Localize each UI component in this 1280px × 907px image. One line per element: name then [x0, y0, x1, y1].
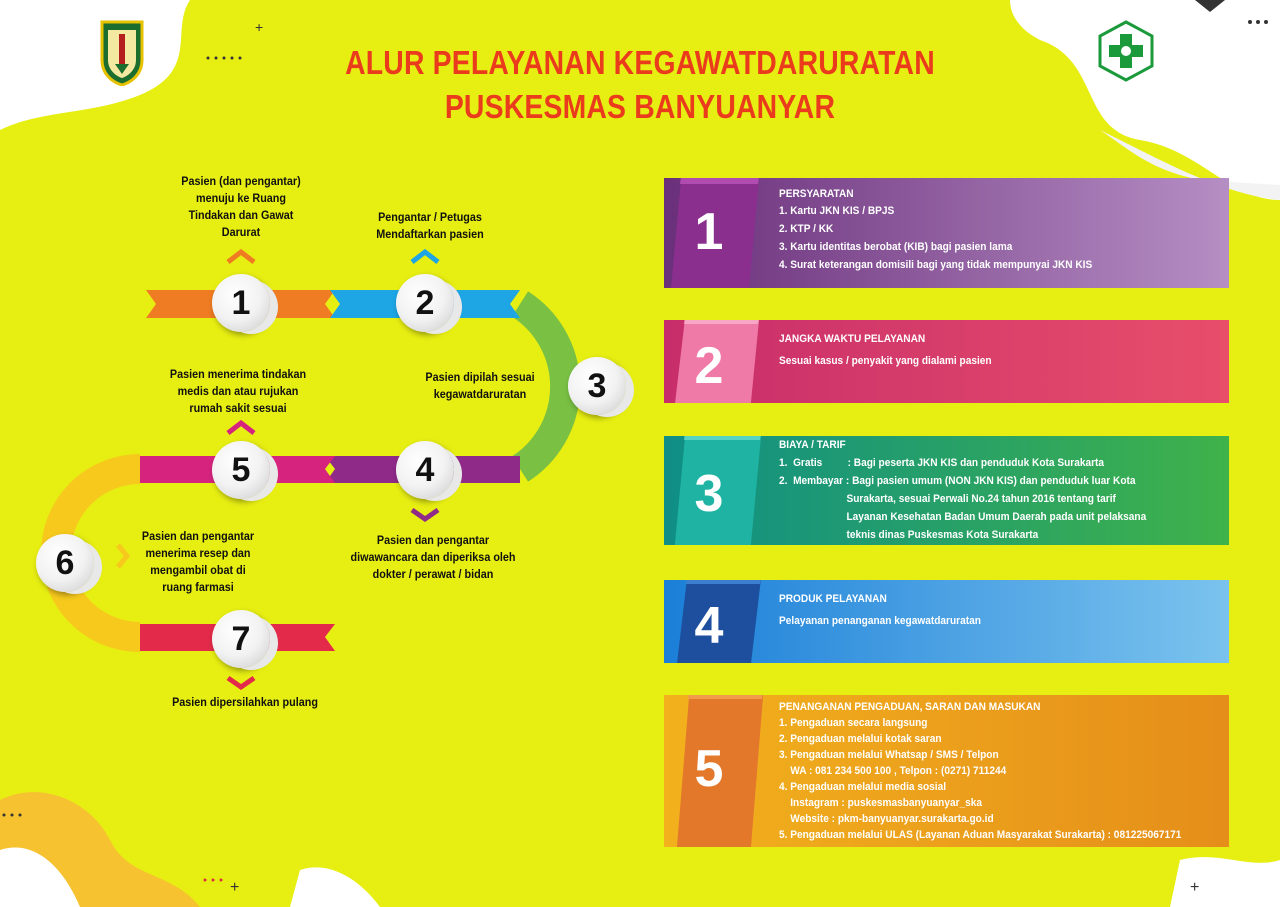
card-3-line: teknis dinas Puskesmas Kota Surakarta	[779, 529, 1039, 541]
card-5-number: 5	[694, 740, 724, 798]
up-chevron-icon	[228, 423, 254, 433]
card-2-title: JANGKA WAKTU PELAYANAN	[779, 333, 926, 345]
down-chevron-icon	[412, 510, 438, 519]
flow-step-2-label: Pengantar / Petugas Mendaftarkan pasien	[376, 210, 484, 241]
up-chevron-icon	[412, 252, 438, 262]
card-5-line: 2. Pengaduan melalui kotak saran	[779, 733, 942, 745]
card-5-line: WA : 081 234 500 100 , Telpon : (0271) 711244	[779, 765, 1007, 777]
flow-step-6-marker: 6	[36, 534, 94, 592]
flow-step-5-marker: 5	[212, 441, 270, 499]
flow-step-7-marker: 7	[212, 610, 270, 668]
card-5-line: 3. Pengaduan melalui Whatsap / SMS / Telpon	[779, 749, 999, 761]
card-5-line: 1. Pengaduan secara langsung	[779, 717, 928, 729]
card-3-line: 1. Gratis : Bagi peserta JKN KIS dan penduduk Kota Surakarta	[779, 457, 1105, 469]
flow-step-4-marker: 4	[396, 441, 454, 499]
info-card-4	[664, 580, 1229, 663]
card-5-line: 5. Pengaduan melalui ULAS (Layanan Aduan Masyarakat Surakarta) : 081225067171	[779, 829, 1182, 841]
up-chevron-icon	[228, 252, 254, 262]
card-4-title: PRODUK PELAYANAN	[779, 593, 887, 605]
card-5-title: PENANGANAN PENGADUAN, SARAN DAN MASUKAN	[779, 701, 1041, 713]
svg-text:+: +	[230, 879, 240, 896]
flow-step-1-label: Pasien (dan pengantar) menuju ke Ruang Tindakan dan Gawat Darurat	[181, 174, 301, 239]
card-4-number: 4	[694, 597, 724, 655]
flow-step-6-label: Pasien dan pengantar menerima resep dan mengambil obat di ruang farmasi	[141, 529, 255, 594]
flow-step-5-label: Pasien menerima tindakan medis dan atau rujukan rumah sakit sesuai	[169, 367, 307, 415]
card-2-line: Sesuai kasus / penyakit yang dialami pasien	[779, 355, 992, 367]
title-line-2: PUSKESMAS BANYUANYAR	[444, 88, 836, 125]
card-5-line: 4. Pengaduan melalui media sosial	[779, 781, 947, 793]
card-4-line: Pelayanan penanganan kegawatdaruratan	[779, 615, 981, 627]
card-3-line: 2. Membayar : Bagi pasien umum (NON JKN KIS) dan penduduk luar Kota	[779, 475, 1136, 487]
card-5-line: Website : pkm-banyuanyar.surakarta.go.id	[779, 813, 994, 825]
title-line-1: ALUR PELAYANAN KEGAWATDARURATAN	[345, 44, 935, 81]
info-card-5	[664, 695, 1229, 847]
svg-text:+: +	[1190, 879, 1200, 896]
svg-text:+: +	[255, 19, 264, 35]
card-3-line: Layanan Kesehatan Badan Umum Daerah pada unit pelaksana	[779, 511, 1147, 523]
info-card-2	[664, 320, 1229, 403]
card-1-title: PERSYARATAN	[779, 188, 854, 200]
flow-step-2-marker: 2	[396, 274, 454, 332]
card-3-title: BIAYA / TARIF	[779, 439, 846, 451]
card-1-line: 3. Kartu identitas berobat (KIB) bagi pasien lama	[779, 241, 1013, 253]
flow-step-7-label: Pasien dipersilahkan pulang	[172, 695, 318, 709]
info-card-3	[664, 436, 1229, 545]
right-chevron-icon	[118, 545, 127, 567]
card-1-line: 2. KTP / KK	[779, 223, 834, 235]
card-3-line: Surakarta, sesuai Perwali No.24 tahun 2016 tentang tarif	[779, 493, 1116, 505]
card-2-number: 2	[694, 337, 724, 395]
down-chevron-icon	[228, 678, 254, 687]
card-1-number: 1	[694, 203, 724, 261]
flow-step-4-label: Pasien dan pengantar diwawancara dan diperiksa oleh dokter / perawat / bidan	[350, 533, 516, 581]
flow-step-3-marker: 3	[568, 357, 626, 415]
card-3-number: 3	[694, 465, 724, 523]
card-1-line: 1. Kartu JKN KIS / BPJS	[779, 205, 895, 217]
info-card-1	[664, 178, 1229, 288]
flow-step-1-marker: 1	[212, 274, 270, 332]
card-1-line: 4. Surat keterangan domisili bagi yang tidak mempunyai JKN KIS	[779, 259, 1093, 271]
card-5-line: Instagram : puskesmasbanyuanyar_ska	[779, 797, 983, 809]
flow-step-3-label: Pasien dipilah sesuai kegawatdaruratan	[425, 370, 535, 401]
